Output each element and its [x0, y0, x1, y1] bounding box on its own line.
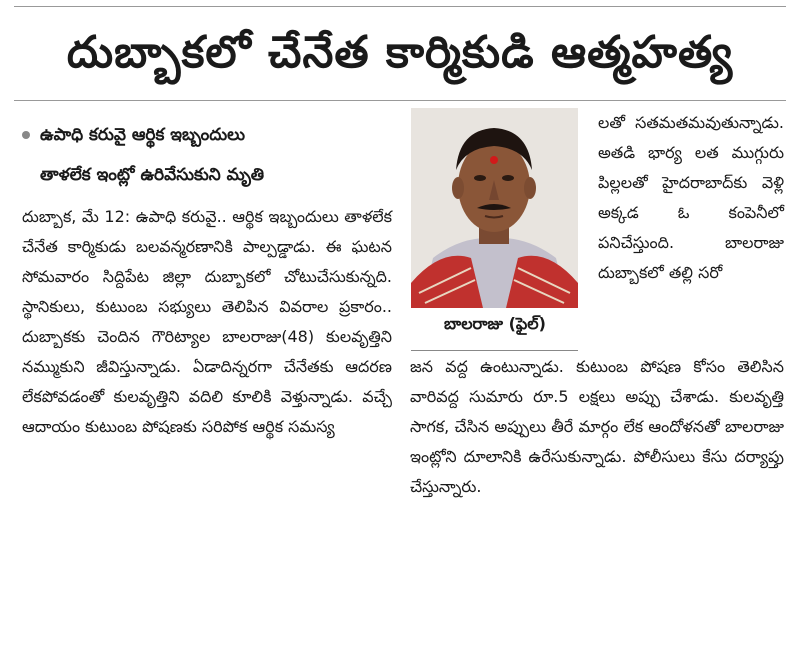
top-rule — [14, 6, 786, 7]
body-paragraph: దుబ్బాక, మే 12: ఉపాధి కరువై.. ఆర్థిక ఇబ్బందులు తాళలేక చేనేత కార్మికుడు బలవన్మరణానికి పాల్పడ్డాడు. ఈ ఘటన సోమవారం సిద్దిపేట జిల్లా దుబ్బాకలో చోటుచేసుకున్నది. స్థానికులు, కుటుంబ సభ్యులు తెలిపిన వివరాల ప్రకారం.. దుబ్బాకకు చెందిన గౌరిట్యాల బాలరాజు(48) కులవృత్తిని నమ్ముకుని జీవిస్తున్నాడు. ఏడాదిన్నరగా చేనేతకు ఆదరణ లేకపోవడంతో కులవృత్తిని వదిలి కూలికి వెళ్తున్నాడు. వచ్చే ఆదాయం కుటుంబ పోషణకు సరిపోక ఆర్థిక సమస్య — [22, 207, 392, 436]
portrait-photo — [411, 108, 578, 308]
portrait-illustration — [411, 108, 578, 308]
subheadline-bullets — [22, 115, 392, 195]
body-paragraph: లతో సతమతమవుతున్నాడు. అతడి భార్య లత ముగ్గురు పిల్లలతో హైదరాబాద్‌కు వెళ్లి అక్కడ ఓ కంపెనీలో పనిచేస్తుంది. బాలరాజు దుబ్బాకలో తల్లి సరో — [598, 113, 784, 282]
bullet-item — [22, 155, 392, 195]
caption-rule — [411, 350, 578, 351]
bullet-item — [22, 115, 392, 155]
body-paragraph: జన వద్ద ఉంటున్నాడు. కుటుంబ పోషణ కోసం తెలిసిన వారివద్ద సుమారు రూ.5 లక్షలు అప్పు చేశాడు. కులవృత్తి సాగక, చేసిన అప్పులు తీరే మార్గం లేక ఆందోళనతో బాలరాజు ఇంట్లోని దూలానికి ఉరేసుకున్నాడు. పోలీసులు కేసు దర్యాప్తు చేస్తున్నారు. — [410, 357, 784, 496]
headline: దుబ్బాకలో చేనేత కార్మికుడి ఆత్మహత్య — [66, 27, 734, 78]
bullet-text: ఉపాధి కరువై ఆర్థిక ఇబ్బందులు — [40, 125, 246, 145]
bullet-icon — [22, 131, 30, 139]
bullet-text: తాళలేక ఇంట్లో ఉరివేసుకుని మృతి — [40, 165, 265, 185]
photo-caption: బాలరాజు (ఫైల్) — [444, 314, 546, 333]
article-body-right — [598, 108, 784, 288]
headline-rule — [14, 100, 786, 101]
article-body-bottom — [410, 352, 784, 502]
article-body-left — [22, 202, 392, 442]
